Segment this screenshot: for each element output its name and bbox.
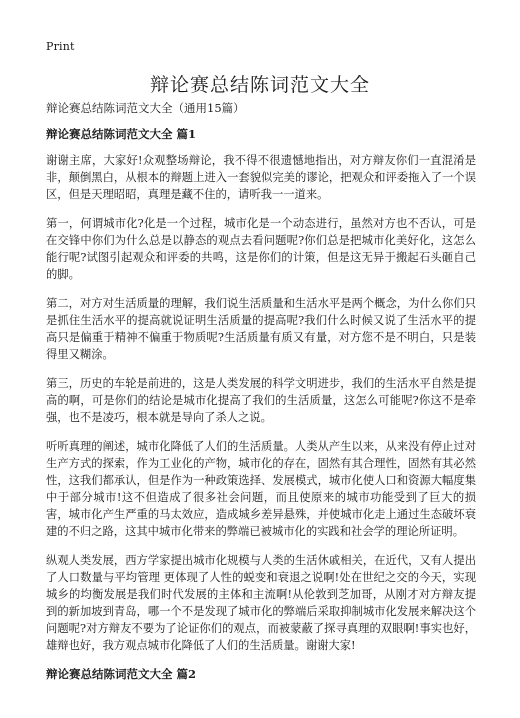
page-title: 辩论赛总结陈词范文大全 [149, 74, 370, 96]
section-heading-2: 辩论赛总结陈词范文大全 篇2 [46, 667, 197, 681]
paragraph: 谢谢主席，大家好!众观整场辩论，我不得不很遗憾地指出，对方辩友你们一直混淆是非，颠倒黑白，从根本的辩题上进入一套貌似完美的谬论，把观众和评委拖入了一个误区，但是天理昭昭，真理是藏不住的，请听我一一道来。 [46, 154, 476, 201]
paragraph: 第三，历史的车轮是前进的，这是人类发展的科学文明进步，我们的生活水平自然是提高的啊，可是你们的结论是城市化提高了我们的生活质量，这怎么可能呢?你这不是牵强，也不是凌巧，根本就是导向了杀人之说。 [46, 377, 476, 424]
paragraph: 第一，何谓城市化?化是一个过程，城市化是一个动态进行，虽然对方也不否认，可是在交锋中你们为什么总是以静态的观点去看问题呢?你们总是把城市化美好化，这怎么能行呢?试图引起观众和评委的共鸣，这是你们的计策，但是这无异于搬起石头砸自己的脚。 [46, 217, 476, 281]
print-link[interactable]: Print [46, 40, 75, 53]
section-heading-1: 辩论赛总结陈词范文大全 篇1 [46, 127, 197, 141]
article-subtitle: 辩论赛总结陈词范文大全（通用15篇） [46, 101, 245, 115]
paragraph: 第二，对方对生活质量的理解，我们说生活质量和生活水平是两个概念，为什么你们只是抓住生活水平的提高就说证明生活质量的提高呢?我们什么时候又说了生活水平的提高只是偏重于精神不偏重于物质呢?生活质量有质又有量，对方您不是不明白，只是装得里又糊涂。 [46, 297, 476, 361]
article-body [46, 100, 476, 692]
paragraph: 纵观人类发展，西方学家提出城市化规模与人类的生活休戚相关，在近代，又有人提出了人口数量与平均管理 更体现了人性的蜕变和衰退之说啊!处在世纪之交的今天，实现城乡的均衡发展是我们时代发展的主体和主流啊!从伦敦到芝加哥，从刚才对方辩友提到的新加坡到青岛，哪一个不是发现了城市化的弊端后采取抑制城市化发展来解决这个问题呢?对方辩友不要为了论证你们的观点，而被蒙蔽了探寻真理的双眼啊!事实也好，雄辩也好，我方观点城市化降低了人们的生活质量。谢谢大家! [46, 554, 476, 652]
paragraph: 听听真理的阐述，城市化降低了人们的生活质量。人类从产生以来，从来没有停止过对生产方式的探索，作为工业化的产物，城市化的存在，固然有其合理性，固然有其必然性，这我们都承认，但是作为一种政策选择、发展模式，城市化使人口和资源大幅度集中于部分城市!这不但造成了很多社会问题，而且使原来的城市功能受到了巨大的损害，城市化产生严重的马太效应，造成城乡差异悬殊，并使城市化走上通过生态破坏衰建的不归之路，这其中城市化带来的弊端已被城市化的实践和社会学的理论所证明。 [46, 440, 476, 538]
